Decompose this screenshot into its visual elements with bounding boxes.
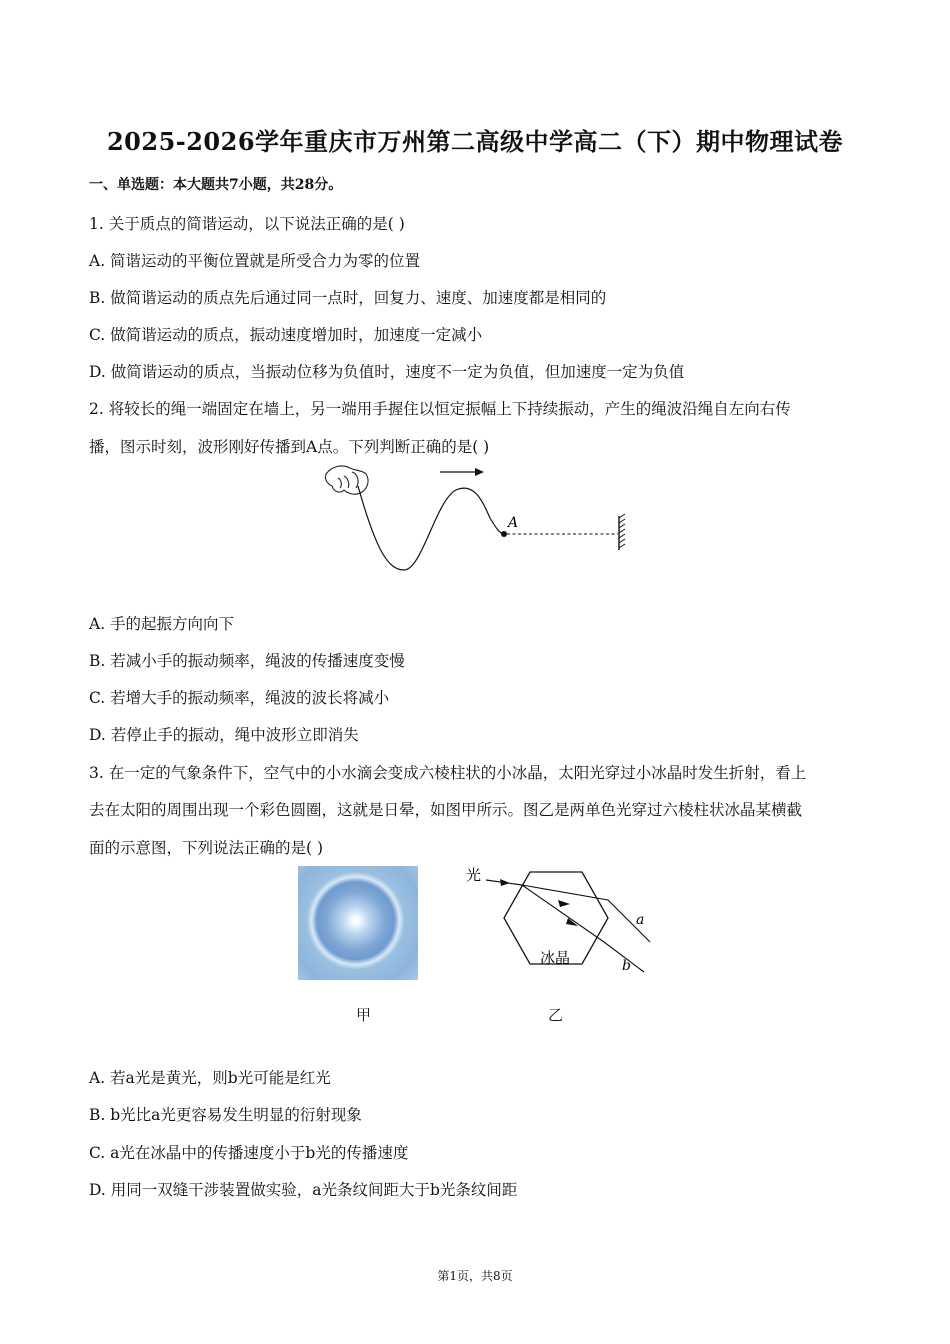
- q3-option-d: D. 用同一双缝干涉装置做实验，a光条纹间距大于b光条纹间距: [89, 1181, 518, 1199]
- q3-option-c: C. a光在冰晶中的传播速度小于b光的传播速度: [89, 1144, 409, 1162]
- rope-wave-figure: [318, 460, 638, 580]
- q1-option-c: C. 做简谐运动的质点，振动速度增加时，加速度一定减小: [89, 326, 483, 344]
- q1-option-a: A. 简谐运动的平衡位置就是所受合力为零的位置: [89, 252, 421, 270]
- page-title: 2025-2026学年重庆市万州第二高级中学高二（下）期中物理试卷: [106, 127, 844, 156]
- q2-option-d: D. 若停止手的振动，绳中波形立即消失: [89, 726, 359, 744]
- caption-right: 乙: [548, 1006, 564, 1024]
- q2-option-c: C. 若增大手的振动频率，绳波的波长将减小: [89, 689, 390, 707]
- q2-option-a: A. 手的起振方向向下: [89, 615, 235, 633]
- question-3-stem-line2: 去在太阳的周围出现一个彩色圆圈，这就是日晕，如图甲所示。图乙是两单色光穿过六棱柱状冰晶某横截: [89, 801, 803, 819]
- q3-option-b: B. b光比a光更容易发生明显的衍射现象: [89, 1106, 362, 1124]
- question-2-stem-line2: 播，图示时刻，波形刚好传播到A点。下列判断正确的是( ): [89, 438, 490, 456]
- q3-option-a: A. 若a光是黄光，则b光可能是红光: [89, 1069, 331, 1087]
- caption-left: 甲: [356, 1006, 372, 1024]
- question-1-stem: 1. 关于质点的简谐运动，以下说法正确的是( ): [89, 215, 405, 233]
- q1-option-d: D. 做简谐运动的质点，当振动位移为负值时，速度不一定为负值，但加速度一定为负值: [89, 363, 685, 381]
- hand-icon: [325, 466, 368, 494]
- rope-wave: [358, 486, 504, 570]
- question-3-stem-line1: 3. 在一定的气象条件下，空气中的小水滴会变成六棱柱状的小冰晶，太阳光穿过小冰晶时发生折射，看上: [89, 764, 807, 782]
- ice-crystal-figure: [460, 860, 660, 990]
- question-3-stem-line3: 面的示意图，下列说法正确的是( ): [89, 839, 324, 857]
- refracted-ray-a: [522, 885, 650, 942]
- propagation-arrowhead: [475, 468, 484, 476]
- ray-a-label: a: [636, 912, 645, 928]
- q2-option-b: B. 若减小手的振动频率，绳波的传播速度变慢: [89, 652, 405, 670]
- crystal-label: 冰晶: [540, 949, 571, 967]
- section-heading: 一、单选题：本大题共7小题，共28分。: [89, 177, 343, 193]
- point-a: [501, 531, 507, 537]
- ray-b-label: b: [622, 958, 631, 974]
- light-label: 光: [466, 866, 482, 884]
- page-footer: 第1页，共8页: [437, 1269, 513, 1283]
- wall-hatch: [619, 514, 625, 548]
- question-2-stem-line1: 2. 将较长的绳一端固定在墙上，另一端用手握住以恒定振幅上下持续振动，产生的绳波沿绳自左向右传: [89, 400, 791, 418]
- halo-photo: [298, 866, 418, 980]
- point-a-label: A: [508, 515, 519, 531]
- q1-option-b: B. 做简谐运动的质点先后通过同一点时，回复力、速度、加速度都是相同的: [89, 289, 607, 307]
